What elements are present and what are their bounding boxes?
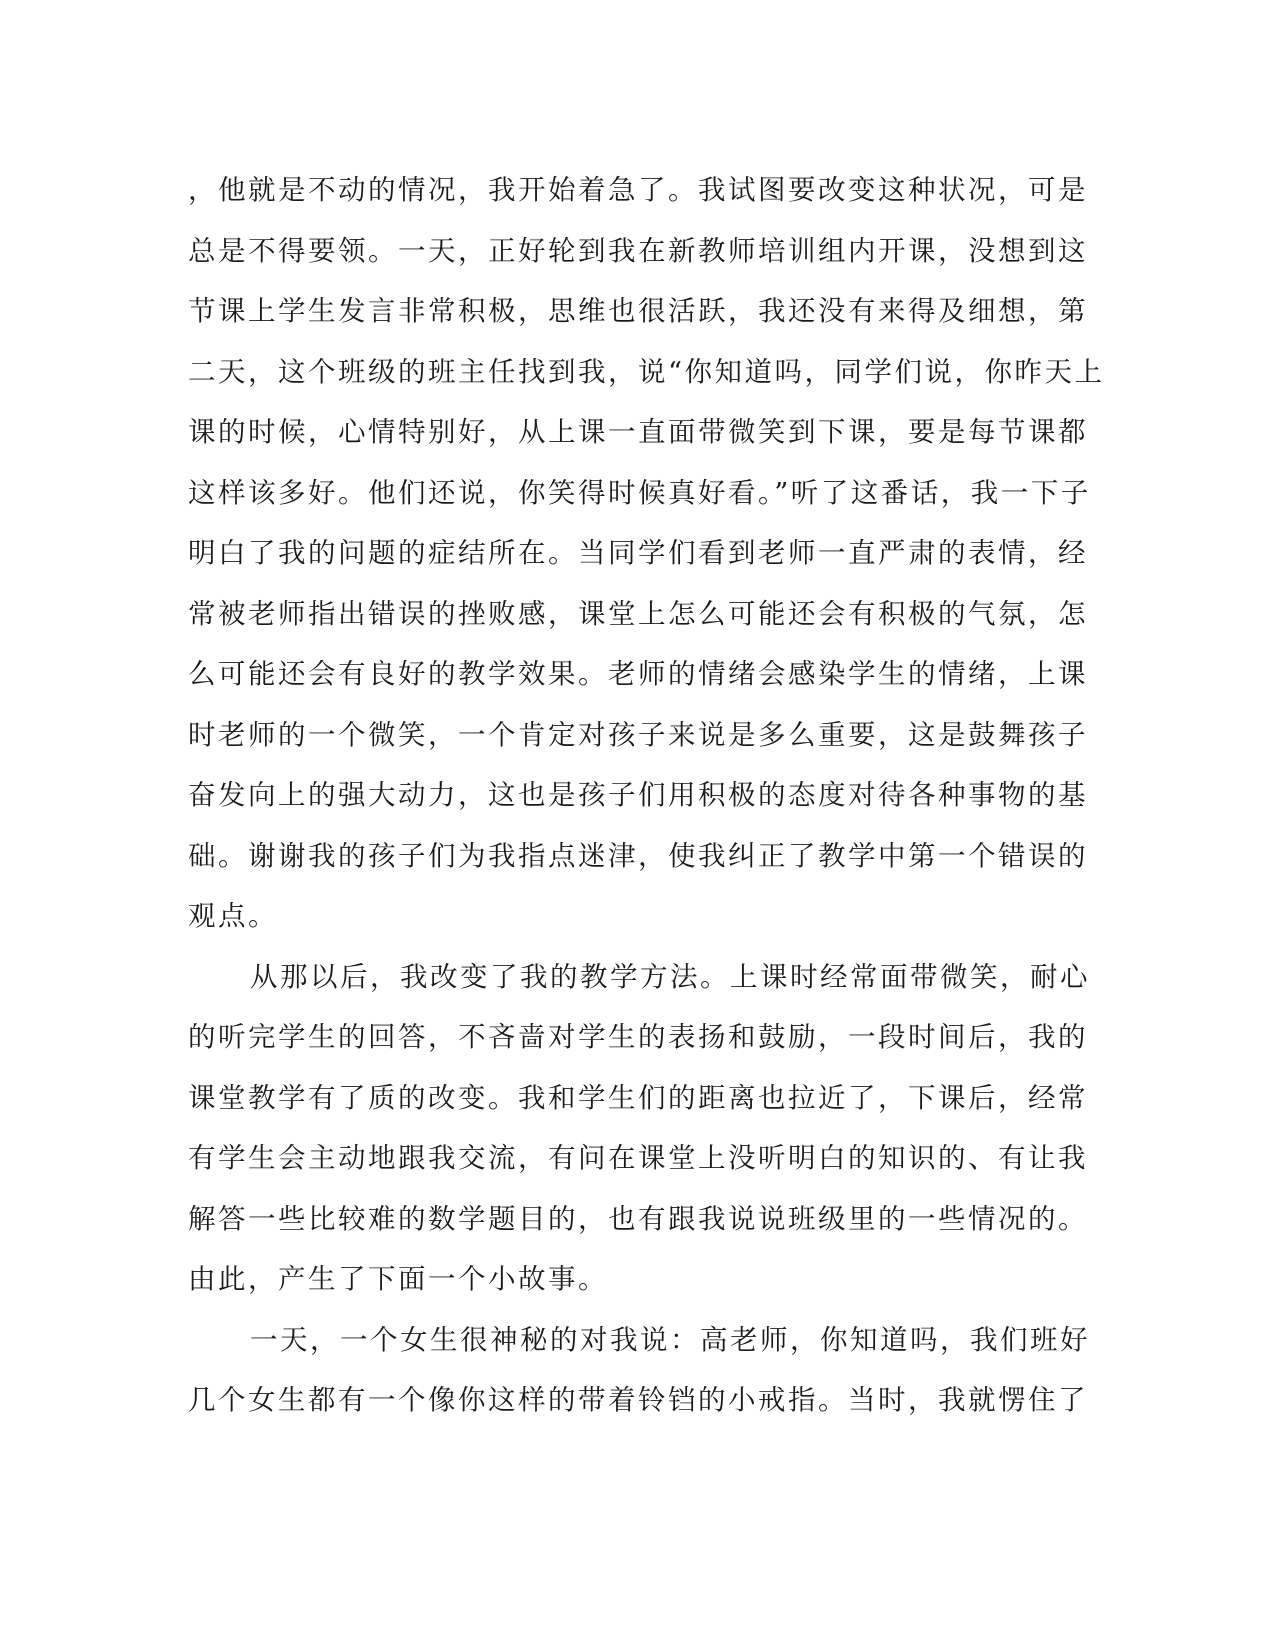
text-line: 从那以后，我改变了我的教学方法。上课时经常面带微笑，耐心 bbox=[250, 960, 1090, 993]
text-line: 总是不得要领。一天，正好轮到我在新教师培训组内开课，没想到这 bbox=[188, 234, 1088, 267]
text-line: 解答一些比较难的数学题目的，也有跟我说说班级里的一些情况的。 bbox=[188, 1202, 1088, 1235]
paragraph-2 bbox=[188, 947, 1090, 1310]
paragraph-1 bbox=[188, 160, 1105, 947]
text-line: 节课上学生发言非常积极，思维也很活跃，我还没有来得及细想，第 bbox=[188, 295, 1088, 327]
text-line: 常被老师指出错误的挫败感，课堂上怎么可能还会有积极的气氛，怎 bbox=[188, 597, 1088, 630]
paragraph-3 bbox=[188, 1310, 1090, 1431]
text-line: 一天，一个女生很神秘的对我说：高老师，你知道吗，我们班好 bbox=[250, 1323, 1090, 1356]
text-line: 几个女生都有一个像你这样的带着铃铛的小戒指。当时，我就愣住了 bbox=[188, 1384, 1088, 1416]
text-line: 么可能还会有良好的教学效果。老师的情绪会感染学生的情绪，上课 bbox=[188, 658, 1088, 690]
text-line: 课堂教学有了质的改变。我和学生们的距离也拉近了，下课后，经常 bbox=[188, 1081, 1088, 1114]
text-line: 这样该多好。他们还说，你笑得时候真好看。”听了这番话，我一下子 bbox=[188, 476, 1091, 509]
text-line: 课的时候，心情特别好，从上课一直面带微笑到下课，要是每节课都 bbox=[188, 416, 1088, 448]
text-line: 由此，产生了下面一个小故事。 bbox=[188, 1263, 608, 1295]
text-line: 奋发向上的强大动力，这也是孩子们用积极的态度对待各种事物的基 bbox=[188, 779, 1088, 811]
text-line: ，他就是不动的情况，我开始着急了。我试图要改变这种状况，可是 bbox=[188, 174, 1088, 206]
text-line: 有学生会主动地跟我交流，有问在课堂上没听明白的知识的、有让我 bbox=[188, 1142, 1088, 1174]
body-text bbox=[188, 160, 1105, 1431]
text-line: 二天，这个班级的班主任找到我，说“你知道吗，同学们说，你昨天上 bbox=[188, 355, 1105, 388]
text-line: 时老师的一个微笑，一个肯定对孩子来说是多么重要，这是鼓舞孩子 bbox=[188, 718, 1088, 751]
text-line: 础。谢谢我的孩子们为我指点迷津，使我纠正了教学中第一个错误的 bbox=[188, 839, 1088, 872]
text-line: 的听完学生的回答，不吝啬对学生的表扬和鼓励，一段时间后，我的 bbox=[188, 1021, 1088, 1053]
text-line: 观点。 bbox=[188, 900, 278, 932]
text-line: 明白了我的问题的症结所在。当同学们看到老师一直严肃的表情，经 bbox=[188, 537, 1088, 569]
